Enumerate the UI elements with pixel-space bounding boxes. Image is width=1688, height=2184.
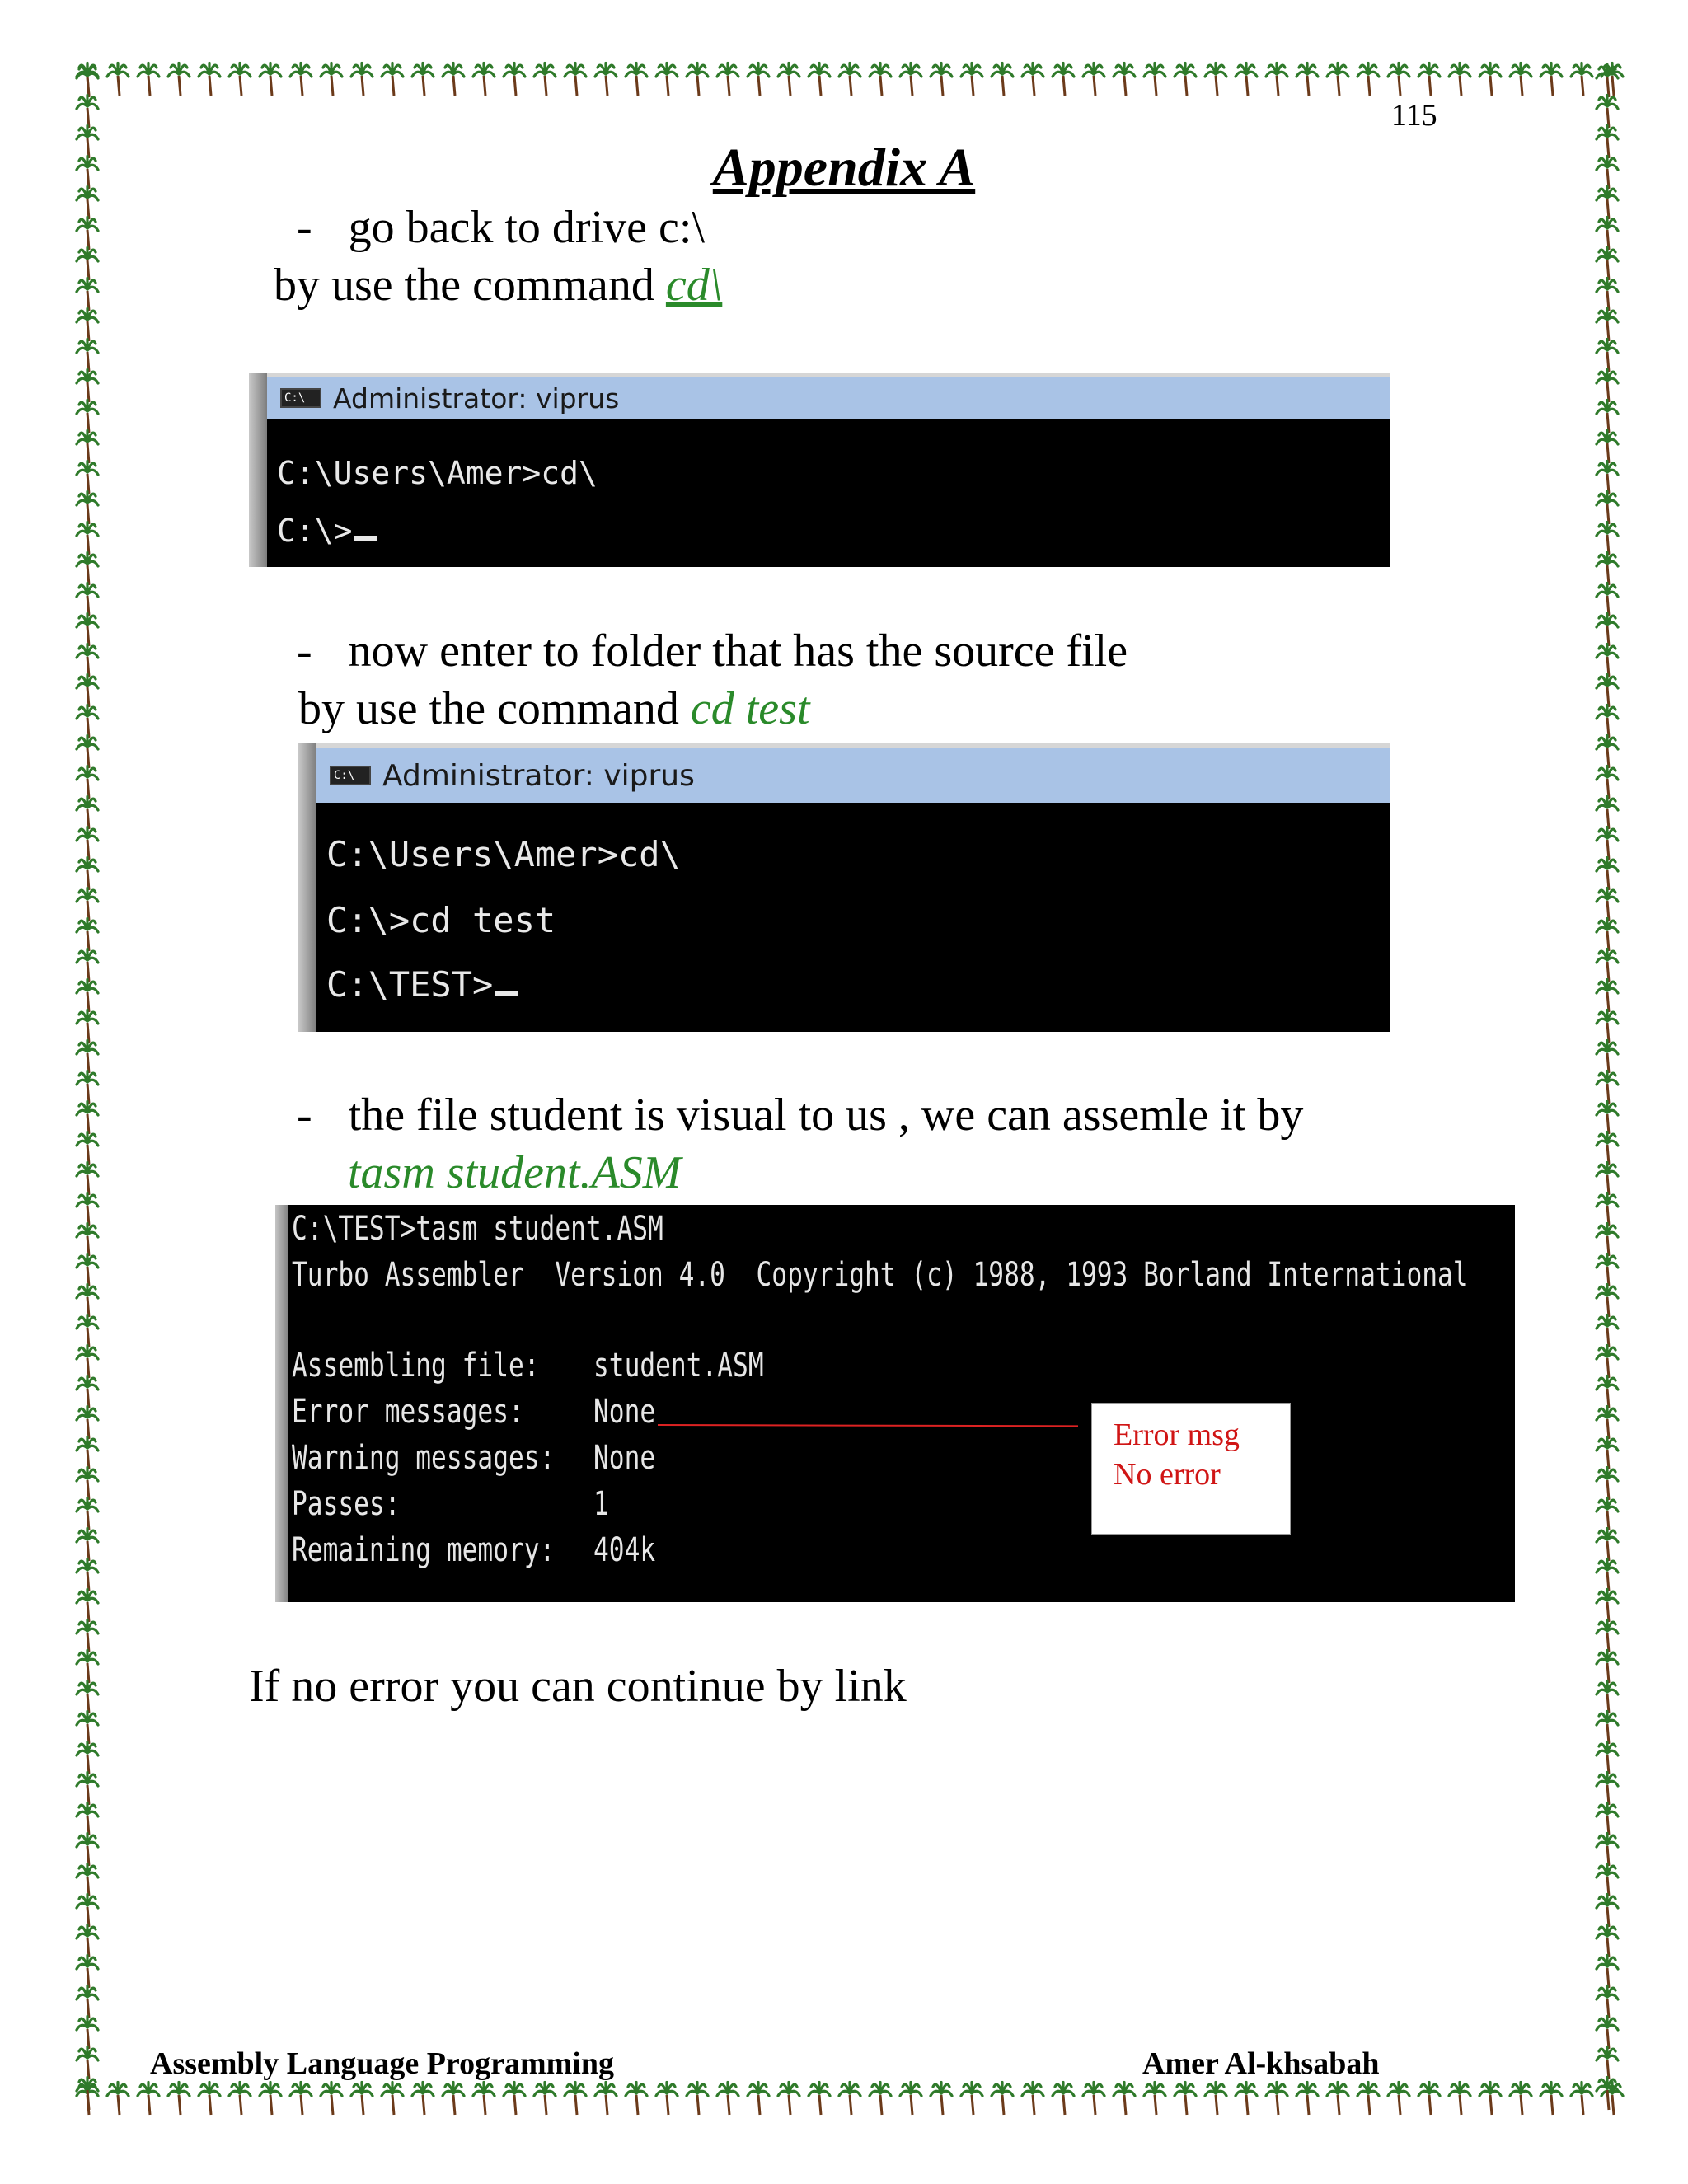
step2-command-line: [298, 683, 810, 734]
palm-tree-ornament: [77, 96, 98, 128]
palm-tree-ornament: [77, 766, 98, 799]
palm-tree-ornament: [321, 63, 342, 96]
footer-right: Amer Al-khsabah: [1142, 2046, 1380, 2081]
palm-tree-ornament: [77, 1651, 98, 1683]
palm-tree-ornament: [534, 2083, 556, 2115]
palm-tree-ornament: [77, 248, 98, 280]
palm-tree-ornament: [77, 1224, 98, 1256]
palm-tree-ornament: [290, 63, 312, 96]
palm-tree-ornament: [1597, 1254, 1618, 1286]
palm-tree-ornament: [1266, 63, 1287, 96]
palm-tree-ornament: [77, 553, 98, 585]
palm-tree-ornament: [77, 1315, 98, 1347]
palm-tree-ornament: [77, 1071, 98, 1104]
console-frame-edge: [298, 743, 316, 1032]
palm-tree-ornament: [1597, 1010, 1618, 1043]
palm-tree-ornament: [1597, 248, 1618, 280]
palm-tree-ornament: [1597, 1285, 1618, 1317]
palm-tree-ornament: [1597, 797, 1618, 829]
palm-tree-ornament: [77, 1376, 98, 1408]
palm-tree-ornament: [77, 1895, 98, 1927]
palm-tree-ornament: [656, 2083, 678, 2115]
palm-tree-ornament: [1597, 218, 1618, 250]
tasm-row-value: 1: [593, 1485, 609, 1523]
palm-tree-ornament: [77, 279, 98, 311]
palm-tree-ornament: [1236, 63, 1257, 96]
palm-tree-ornament: [748, 63, 769, 96]
palm-tree-ornament: [77, 401, 98, 433]
palm-tree-ornament: [1597, 1407, 1618, 1439]
palm-tree-ornament: [1388, 2083, 1409, 2115]
palm-tree-ornament: [870, 63, 891, 96]
palm-tree-ornament: [77, 1742, 98, 1774]
palm-tree-ornament: [1388, 63, 1409, 96]
palm-tree-ornament: [138, 2083, 159, 2115]
palm-tree-ornament: [77, 462, 98, 494]
palm-tree-ornament: [77, 1041, 98, 1073]
palm-tree-ornament: [77, 65, 98, 97]
palm-tree-ornament: [1597, 827, 1618, 860]
palm-tree-ornament: [77, 583, 98, 616]
palm-tree-ornament: [595, 2083, 617, 2115]
palm-tree-ornament: [1114, 63, 1135, 96]
console-frame-edge: [275, 1205, 288, 1602]
palm-tree-ornament: [870, 2083, 891, 2115]
palm-tree-ornament: [77, 1132, 98, 1165]
palm-tree-ornament: [1175, 63, 1196, 96]
palm-tree-ornament: [1597, 1468, 1618, 1500]
palm-tree-ornament: [260, 63, 281, 96]
palm-tree-ornament: [1597, 279, 1618, 311]
palm-tree-ornament: [809, 63, 830, 96]
page-number: 115: [1391, 98, 1437, 133]
palm-tree-ornament: [1597, 1193, 1618, 1226]
palm-tree-ornament: [900, 2083, 921, 2115]
palm-tree-ornament: [1327, 63, 1348, 96]
step3-line: [297, 1090, 1304, 1141]
palm-tree-ornament: [809, 2083, 830, 2115]
palm-tree-ornament: [138, 63, 159, 96]
palm-tree-ornament: [1597, 644, 1618, 677]
palm-tree-ornament: [1597, 1773, 1618, 1805]
palm-tree-ornament: [77, 1834, 98, 1866]
page-title: Appendix A: [712, 138, 976, 198]
palm-tree-ornament: [1597, 492, 1618, 524]
palm-tree-ornament: [1597, 2078, 1618, 2110]
palm-tree-ornament: [1114, 2083, 1135, 2115]
page-border-left: [69, 61, 106, 2116]
palm-tree-ornament: [1597, 1742, 1618, 1774]
palm-tree-ornament: [77, 827, 98, 860]
step2-line: [297, 626, 1128, 677]
callout-line-2: No error: [1114, 1457, 1221, 1492]
palm-tree-ornament: [717, 63, 738, 96]
palm-tree-ornament: [351, 2083, 373, 2115]
palm-tree-ornament: [473, 63, 495, 96]
palm-tree-ornament: [1540, 2083, 1562, 2115]
palm-tree-ornament: [107, 2083, 129, 2115]
palm-tree-ornament: [1597, 1925, 1618, 1957]
palm-tree-ornament: [687, 2083, 708, 2115]
palm-tree-ornament: [992, 2083, 1013, 2115]
palm-tree-ornament: [351, 63, 373, 96]
tasm-row-label: Assembling file:: [292, 1347, 540, 1385]
palm-tree-ornament: [1597, 370, 1618, 402]
command-cd-root: cd\: [665, 260, 723, 311]
command-tasm: tasm student.ASM: [348, 1147, 682, 1198]
palm-tree-ornament: [504, 63, 525, 96]
tasm-output-window: [275, 1205, 1515, 1602]
palm-tree-ornament: [77, 888, 98, 921]
palm-tree-ornament: [1597, 1163, 1618, 1195]
palm-tree-ornament: [77, 797, 98, 829]
palm-tree-ornament: [1597, 1498, 1618, 1530]
command-cd-test: cd test: [690, 683, 810, 734]
palm-tree-ornament: [77, 1590, 98, 1622]
palm-tree-ornament: [1597, 1681, 1618, 1713]
palm-tree-ornament: [412, 63, 434, 96]
palm-tree-ornament: [77, 1437, 98, 1469]
palm-tree-ornament: [77, 431, 98, 463]
palm-tree-ornament: [1083, 63, 1104, 96]
palm-tree-ornament: [1597, 401, 1618, 433]
palm-tree-ornament: [1597, 1864, 1618, 1896]
palm-tree-ornament: [656, 63, 678, 96]
palm-tree-ornament: [77, 2078, 98, 2110]
palm-tree-ornament: [1479, 63, 1501, 96]
palm-tree-ornament: [595, 63, 617, 96]
palm-tree-ornament: [565, 2083, 586, 2115]
step3-text: the file student is visual to us , we can assemle it by: [348, 1090, 1304, 1141]
palm-tree-ornament: [1418, 2083, 1440, 2115]
palm-tree-ornament: [778, 63, 799, 96]
palm-tree-ornament: [1597, 919, 1618, 951]
palm-tree-ornament: [260, 2083, 281, 2115]
palm-tree-ornament: [1597, 2017, 1618, 2049]
console-window-2: [298, 743, 1390, 1032]
palm-tree-ornament: [1175, 2083, 1196, 2115]
palm-tree-ornament: [1449, 63, 1470, 96]
console-line: C:\Users\Amer>cd\: [277, 455, 598, 491]
palm-tree-ornament: [1597, 523, 1618, 555]
palm-tree-ornament: [77, 1346, 98, 1378]
palm-tree-ornament: [1022, 63, 1043, 96]
palm-tree-ornament: [1597, 1834, 1618, 1866]
palm-tree-ornament: [77, 1620, 98, 1652]
palm-tree-ornament: [1597, 1895, 1618, 1927]
cmd-window-icon: [280, 388, 321, 408]
step1-command-line: [274, 260, 723, 311]
step1-line: [297, 204, 705, 251]
palm-tree-ornament: [1597, 1651, 1618, 1683]
palm-tree-ornament: [443, 2083, 464, 2115]
palm-tree-ornament: [1205, 2083, 1226, 2115]
palm-tree-ornament: [1597, 65, 1618, 97]
palm-tree-ornament: [77, 1803, 98, 1835]
palm-tree-ornament: [1597, 309, 1618, 341]
palm-tree-ornament: [382, 2083, 403, 2115]
tasm-command-line: C:\TEST>tasm student.ASM: [292, 1210, 663, 1248]
palm-tree-ornament: [1597, 858, 1618, 890]
palm-tree-ornament: [1144, 2083, 1165, 2115]
palm-tree-ornament: [168, 63, 190, 96]
palm-tree-ornament: [839, 2083, 860, 2115]
palm-tree-ornament: [1479, 2083, 1501, 2115]
palm-tree-ornament: [1597, 431, 1618, 463]
palm-tree-ornament: [992, 63, 1013, 96]
palm-tree-ornament: [77, 1193, 98, 1226]
palm-tree-ornament: [290, 2083, 312, 2115]
palm-tree-ornament: [1597, 1437, 1618, 1469]
palm-tree-ornament: [77, 1864, 98, 1896]
palm-tree-ornament: [1597, 766, 1618, 799]
page-border-top: [69, 61, 1625, 97]
palm-tree-ornament: [1597, 980, 1618, 1012]
tasm-row-value: None: [593, 1439, 656, 1477]
palm-tree-ornament: [1597, 1712, 1618, 1744]
palm-tree-ornament: [229, 2083, 251, 2115]
palm-tree-ornament: [1510, 63, 1531, 96]
palm-tree-ornament: [1510, 2083, 1531, 2115]
palm-tree-ornament: [77, 675, 98, 707]
palm-tree-ornament: [1597, 340, 1618, 372]
bullet: -: [297, 202, 312, 253]
palm-tree-ornament: [77, 644, 98, 677]
page-border-bottom: [69, 2080, 1625, 2116]
palm-tree-ornament: [107, 63, 129, 96]
palm-tree-ornament: [199, 2083, 220, 2115]
palm-tree-ornament: [77, 1468, 98, 1500]
palm-tree-ornament: [1597, 1529, 1618, 1561]
palm-tree-ornament: [1597, 888, 1618, 921]
tasm-banner: Turbo Assembler Version 4.0 Copyright (c) 1988, 1993 Borland International: [292, 1256, 1469, 1294]
palm-tree-ornament: [77, 218, 98, 250]
palm-tree-ornament: [168, 2083, 190, 2115]
palm-tree-ornament: [1597, 1102, 1618, 1134]
callout-line-1: Error msg: [1114, 1418, 1240, 1452]
palm-tree-ornament: [77, 1681, 98, 1713]
palm-tree-ornament: [443, 63, 464, 96]
palm-tree-ornament: [1022, 2083, 1043, 2115]
step2-text: now enter to folder that has the source file: [348, 626, 1128, 677]
palm-tree-ornament: [1597, 96, 1618, 128]
palm-tree-ornament: [1597, 553, 1618, 585]
palm-tree-ornament: [1083, 2083, 1104, 2115]
palm-tree-ornament: [1597, 1346, 1618, 1378]
palm-tree-ornament: [1597, 1590, 1618, 1622]
palm-tree-ornament: [77, 492, 98, 524]
console-titlebar: [267, 373, 1390, 419]
palm-tree-ornament: [77, 1102, 98, 1134]
bullet: -: [297, 626, 312, 677]
console-prompt: C:\>: [277, 513, 353, 549]
palm-tree-ornament: [1597, 1956, 1618, 1988]
command-prefix: by use the command: [298, 683, 691, 734]
tasm-row-value: None: [593, 1393, 656, 1431]
tasm-row-value: student.ASM: [593, 1347, 764, 1385]
palm-tree-ornament: [382, 63, 403, 96]
palm-tree-ornament: [77, 2017, 98, 2049]
palm-tree-ornament: [77, 1956, 98, 1988]
palm-tree-ornament: [229, 63, 251, 96]
palm-tree-ornament: [1449, 2083, 1470, 2115]
palm-tree-ornament: [77, 980, 98, 1012]
palm-tree-ornament: [1597, 1132, 1618, 1165]
palm-tree-ornament: [77, 1986, 98, 2018]
palm-tree-ornament: [1357, 63, 1379, 96]
palm-tree-ornament: [77, 1010, 98, 1043]
palm-tree-ornament: [1327, 2083, 1348, 2115]
palm-tree-ornament: [199, 63, 220, 96]
palm-tree-ornament: [1597, 1620, 1618, 1652]
tasm-row-value: 404k: [593, 1531, 656, 1569]
palm-tree-ornament: [778, 2083, 799, 2115]
palm-tree-ornament: [1597, 675, 1618, 707]
palm-tree-ornament: [77, 1163, 98, 1195]
palm-tree-ornament: [77, 1925, 98, 1957]
palm-tree-ornament: [77, 1529, 98, 1561]
palm-tree-ornament: [931, 63, 952, 96]
palm-tree-ornament: [1357, 2083, 1379, 2115]
palm-tree-ornament: [77, 1254, 98, 1286]
palm-tree-ornament: [839, 63, 860, 96]
palm-tree-ornament: [1053, 63, 1074, 96]
palm-tree-ornament: [77, 1285, 98, 1317]
palm-tree-ornament: [626, 2083, 647, 2115]
cursor-caret: [354, 536, 377, 541]
palm-tree-ornament: [626, 63, 647, 96]
cmd-window-icon: [330, 766, 371, 785]
palm-tree-ornament: [1597, 705, 1618, 738]
tasm-row-label: Error messages:: [292, 1393, 524, 1431]
palm-tree-ornament: [77, 1712, 98, 1744]
palm-tree-ornament: [504, 2083, 525, 2115]
palm-tree-ornament: [1597, 1559, 1618, 1591]
console-title: Administrator: viprus: [382, 758, 695, 793]
palm-tree-ornament: [77, 949, 98, 982]
palm-tree-ornament: [1540, 63, 1562, 96]
palm-tree-ornament: [1418, 63, 1440, 96]
palm-tree-ornament: [1597, 736, 1618, 768]
palm-tree-ornament: [321, 2083, 342, 2115]
tasm-row-label: Passes:: [292, 1485, 401, 1523]
palm-tree-ornament: [77, 523, 98, 555]
palm-tree-ornament: [77, 705, 98, 738]
palm-tree-ornament: [687, 63, 708, 96]
palm-tree-ornament: [1236, 2083, 1257, 2115]
palm-tree-ornament: [412, 2083, 434, 2115]
palm-tree-ornament: [77, 2047, 98, 2079]
page-border-right: [1589, 61, 1625, 2116]
error-callout-box: [1091, 1403, 1291, 1535]
palm-tree-ornament: [1597, 1071, 1618, 1104]
palm-tree-ornament: [1296, 63, 1318, 96]
tasm-row-label: Remaining memory:: [292, 1531, 556, 1569]
palm-tree-ornament: [1597, 1376, 1618, 1408]
palm-tree-ornament: [1053, 2083, 1074, 2115]
palm-tree-ornament: [1597, 1224, 1618, 1256]
palm-tree-ornament: [77, 309, 98, 341]
footer-left: Assembly Language Programming: [150, 2046, 614, 2081]
console-line: C:\Users\Amer>cd\: [326, 834, 681, 874]
palm-tree-ornament: [565, 63, 586, 96]
palm-tree-ornament: [77, 1407, 98, 1439]
palm-tree-ornament: [1597, 1803, 1618, 1835]
palm-tree-ornament: [77, 736, 98, 768]
palm-tree-ornament: [77, 614, 98, 646]
console-prompt: C:\TEST>: [326, 964, 494, 1005]
palm-tree-ornament: [931, 2083, 952, 2115]
console-line: C:\>cd test: [326, 900, 556, 940]
palm-tree-ornament: [77, 919, 98, 951]
palm-tree-ornament: [1597, 614, 1618, 646]
tasm-row-label: Warning messages:: [292, 1439, 556, 1477]
cursor-caret: [495, 991, 518, 996]
command-prefix: by use the command: [274, 260, 666, 311]
palm-tree-ornament: [473, 2083, 495, 2115]
palm-tree-ornament: [1597, 1986, 1618, 2018]
palm-tree-ornament: [77, 340, 98, 372]
palm-tree-ornament: [1597, 949, 1618, 982]
palm-tree-ornament: [534, 63, 556, 96]
palm-tree-ornament: [77, 370, 98, 402]
step1-text: go back to drive c:\: [348, 202, 705, 253]
console-prompt-line: [326, 964, 518, 1005]
palm-tree-ornament: [1597, 583, 1618, 616]
palm-tree-ornament: [748, 2083, 769, 2115]
palm-tree-ornament: [717, 2083, 738, 2115]
palm-tree-ornament: [961, 2083, 982, 2115]
palm-tree-ornament: [77, 1773, 98, 1805]
console-titlebar: [316, 743, 1390, 803]
console-window-1: [249, 373, 1390, 567]
console-prompt-line: [277, 513, 377, 549]
palm-tree-ornament: [1144, 63, 1165, 96]
palm-tree-ornament: [1296, 2083, 1318, 2115]
palm-tree-ornament: [1266, 2083, 1287, 2115]
palm-tree-ornament: [900, 63, 921, 96]
console-frame-edge: [249, 373, 267, 567]
palm-tree-ornament: [77, 1559, 98, 1591]
closing-text: If no error you can continue by link: [249, 1661, 907, 1712]
palm-tree-ornament: [1597, 2047, 1618, 2079]
palm-tree-ornament: [77, 1498, 98, 1530]
bullet: -: [297, 1090, 312, 1141]
console-title: Administrator: viprus: [333, 382, 620, 415]
palm-tree-ornament: [961, 63, 982, 96]
palm-tree-ornament: [1597, 1315, 1618, 1347]
palm-tree-ornament: [1205, 63, 1226, 96]
palm-tree-ornament: [1597, 1041, 1618, 1073]
palm-tree-ornament: [77, 858, 98, 890]
palm-tree-ornament: [1597, 462, 1618, 494]
